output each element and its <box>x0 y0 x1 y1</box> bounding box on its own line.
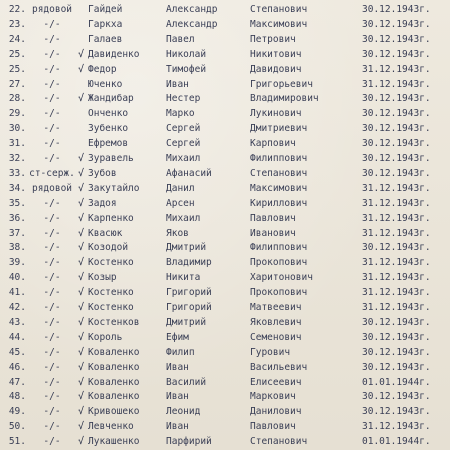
patronymic-cell: Степанович <box>250 167 308 179</box>
rank-cell: -/- <box>43 78 61 90</box>
list-item <box>0 2 450 18</box>
list-item <box>0 62 450 78</box>
rank-cell: -/- <box>43 346 61 358</box>
rank-cell: -/- <box>43 331 61 343</box>
row-number: 32. <box>8 153 26 164</box>
list-item <box>0 300 450 316</box>
row-number: 45. <box>8 346 26 358</box>
list-item <box>0 226 450 242</box>
date-cell: 30.12.1943г. <box>362 167 431 179</box>
rank-cell: -/- <box>43 302 61 313</box>
given-name-cell: Дмитрий <box>166 316 207 328</box>
surname-cell: Закутайло <box>88 182 140 194</box>
patronymic-cell: Яковлевич <box>250 316 302 328</box>
date-cell: 30.12.1943г. <box>362 316 431 328</box>
check-mark-icon: √ <box>78 167 85 179</box>
rank-cell: -/- <box>43 242 61 254</box>
check-mark-icon: √ <box>78 48 85 60</box>
check-mark-icon: √ <box>78 242 85 254</box>
patronymic-cell: Филиппович <box>250 153 308 164</box>
patronymic-cell: Кириллович <box>250 197 308 209</box>
check-mark-icon: √ <box>78 346 85 358</box>
row-number: 48. <box>8 391 26 403</box>
given-name-cell: Григорий <box>166 287 212 299</box>
patronymic-cell: Карпович <box>250 138 296 150</box>
surname-cell: Костенко <box>88 287 134 299</box>
patronymic-cell: Павлович <box>250 421 296 433</box>
check-mark-icon: √ <box>78 316 85 328</box>
rank-cell: ст-серж. <box>29 167 75 179</box>
patronymic-cell: Петрович <box>250 33 296 45</box>
row-number: 34. <box>8 182 26 194</box>
row-number: 28. <box>8 93 26 105</box>
surname-cell: Коваленко <box>88 376 140 388</box>
row-number: 51. <box>8 436 26 448</box>
date-cell: 01.01.1944г. <box>362 376 431 388</box>
given-name-cell: Никита <box>166 272 201 284</box>
date-cell: 30.12.1943г. <box>362 406 431 418</box>
date-cell: 30.12.1943г. <box>362 391 431 403</box>
rank-cell: -/- <box>43 197 61 209</box>
row-number: 35. <box>8 197 26 209</box>
surname-cell: Костенко <box>88 257 134 269</box>
surname-cell: Задоя <box>88 197 117 209</box>
check-mark-icon: √ <box>78 376 85 388</box>
date-cell: 30.12.1943г. <box>362 33 431 45</box>
date-cell: 30.12.1943г. <box>362 346 431 358</box>
check-mark-icon: √ <box>78 391 85 403</box>
rank-cell: -/- <box>43 227 61 239</box>
row-number: 39. <box>8 257 26 269</box>
patronymic-cell: Иванович <box>250 227 296 239</box>
date-cell: 30.12.1943г. <box>362 4 431 15</box>
patronymic-cell: Прокопович <box>250 287 308 299</box>
rank-cell: -/- <box>43 138 61 150</box>
rank-cell: -/- <box>43 287 61 299</box>
surname-cell: Юченко <box>88 78 123 90</box>
given-name-cell: Александр <box>166 4 218 15</box>
list-item <box>0 434 450 450</box>
list-item <box>0 389 450 405</box>
row-number: 23. <box>8 18 26 30</box>
surname-cell: Костенков <box>88 316 140 328</box>
given-name-cell: Владимир <box>166 257 212 269</box>
row-number: 40. <box>8 272 26 284</box>
given-name-cell: Павел <box>166 33 195 45</box>
row-number: 31. <box>8 138 26 150</box>
surname-cell: Зубенко <box>88 123 129 135</box>
surname-cell: Федор <box>88 63 117 75</box>
patronymic-cell: Семенович <box>250 331 302 343</box>
rank-cell: -/- <box>43 272 61 284</box>
check-mark-icon: √ <box>78 153 85 164</box>
list-item <box>0 121 450 137</box>
patronymic-cell: Маркович <box>250 391 296 403</box>
list-item <box>0 211 450 227</box>
patronymic-cell: Филиппович <box>250 242 308 254</box>
check-mark-icon: √ <box>78 182 85 194</box>
row-number: 44. <box>8 331 26 343</box>
date-cell: 31.12.1943г. <box>362 212 431 224</box>
rank-cell: -/- <box>43 436 61 448</box>
rank-cell: -/- <box>43 63 61 75</box>
date-cell: 31.12.1943г. <box>362 78 431 90</box>
list-item <box>0 166 450 182</box>
row-number: 38. <box>8 242 26 254</box>
row-number: 29. <box>8 108 26 120</box>
patronymic-cell: Максимович <box>250 182 308 194</box>
list-item <box>0 315 450 331</box>
given-name-cell: Сергей <box>166 123 201 135</box>
check-mark-icon: √ <box>78 436 85 448</box>
row-number: 25. <box>8 63 26 75</box>
given-name-cell: Тимофей <box>166 63 207 75</box>
given-name-cell: Иван <box>166 361 189 373</box>
surname-cell: Ефремов <box>88 138 129 150</box>
rank-cell: -/- <box>43 421 61 433</box>
check-mark-icon: √ <box>78 197 85 209</box>
given-name-cell: Данил <box>166 182 195 194</box>
given-name-cell: Дмитрий <box>166 242 207 254</box>
row-number: 37. <box>8 227 26 239</box>
given-name-cell: Арсен <box>166 197 195 209</box>
date-cell: 31.12.1943г. <box>362 272 431 284</box>
surname-cell: Квасюк <box>88 227 123 239</box>
row-number: 33. <box>8 167 26 179</box>
surname-cell: Карпенко <box>88 212 134 224</box>
given-name-cell: Ефим <box>166 331 189 343</box>
given-name-cell: Иван <box>166 391 189 403</box>
rank-cell: -/- <box>43 406 61 418</box>
row-number: 49. <box>8 406 26 418</box>
check-mark-icon: √ <box>78 421 85 433</box>
list-item <box>0 345 450 361</box>
check-mark-icon: √ <box>78 331 85 343</box>
surname-cell: Гайдей <box>88 4 123 15</box>
date-cell: 01.01.1944г. <box>362 436 431 448</box>
patronymic-cell: Павлович <box>250 212 296 224</box>
given-name-cell: Нестер <box>166 93 201 105</box>
list-item <box>0 255 450 271</box>
row-number: 43. <box>8 316 26 328</box>
given-name-cell: Афанасий <box>166 167 212 179</box>
date-cell: 30.12.1943г. <box>362 361 431 373</box>
list-item <box>0 240 450 256</box>
list-item <box>0 181 450 197</box>
list-item <box>0 285 450 301</box>
list-item <box>0 360 450 376</box>
list-item <box>0 136 450 152</box>
patronymic-cell: Лукинович <box>250 108 302 120</box>
rank-cell: -/- <box>43 108 61 120</box>
given-name-cell: Михаил <box>166 212 201 224</box>
row-number: 27. <box>8 78 26 90</box>
rank-cell: рядовой <box>31 4 73 15</box>
date-cell: 30.12.1943г. <box>362 93 431 105</box>
row-number: 22. <box>8 4 26 15</box>
surname-cell: Костенко <box>88 302 134 313</box>
list-item <box>0 77 450 93</box>
list-item <box>0 151 450 167</box>
check-mark-icon: √ <box>78 287 85 299</box>
row-number: 36. <box>8 212 26 224</box>
date-cell: 30.12.1943г. <box>362 48 431 60</box>
patronymic-cell: Никитович <box>250 48 302 60</box>
patronymic-cell: Матвеевич <box>250 302 302 313</box>
check-mark-icon: √ <box>78 227 85 239</box>
rank-cell: -/- <box>43 361 61 373</box>
given-name-cell: Григорий <box>166 302 212 313</box>
row-number: 47. <box>8 376 26 388</box>
given-name-cell: Иван <box>166 78 189 90</box>
date-cell: 30.12.1943г. <box>362 18 431 30</box>
row-number: 24. <box>8 33 26 45</box>
surname-cell: Коваленко <box>88 346 140 358</box>
list-item <box>0 106 450 122</box>
given-name-cell: Филип <box>166 346 195 358</box>
row-number: 41. <box>8 287 26 299</box>
list-item <box>0 196 450 212</box>
rank-cell: рядовой <box>31 182 73 194</box>
date-cell: 31.12.1943г. <box>362 257 431 269</box>
list-item <box>0 419 450 435</box>
patronymic-cell: Харитонович <box>250 272 313 284</box>
surname-cell: Левченко <box>88 421 134 433</box>
given-name-cell: Марко <box>166 108 195 120</box>
date-cell: 31.12.1943г. <box>362 227 431 239</box>
list-item <box>0 330 450 346</box>
check-mark-icon: √ <box>78 272 85 284</box>
surname-cell: Давиденко <box>88 48 140 60</box>
rank-cell: -/- <box>43 123 61 135</box>
check-mark-icon: √ <box>78 361 85 373</box>
rank-cell: -/- <box>43 391 61 403</box>
patronymic-cell: Степанович <box>250 4 308 15</box>
list-item <box>0 47 450 63</box>
rank-cell: -/- <box>43 212 61 224</box>
date-cell: 30.12.1943г. <box>362 242 431 254</box>
surname-cell: Коваленко <box>88 361 140 373</box>
surname-cell: Зубов <box>88 167 117 179</box>
given-name-cell: Михаил <box>166 153 201 164</box>
patronymic-cell: Максимович <box>250 18 308 30</box>
patronymic-cell: Гурович <box>250 346 291 358</box>
row-number: 46. <box>8 361 26 373</box>
patronymic-cell: Степанович <box>250 436 308 448</box>
surname-cell: Галаев <box>88 33 123 45</box>
list-item <box>0 91 450 107</box>
rank-cell: -/- <box>43 33 61 45</box>
given-name-cell: Парфирий <box>166 436 212 448</box>
patronymic-cell: Прокопович <box>250 257 308 269</box>
surname-cell: Кривошеко <box>88 406 140 418</box>
date-cell: 30.12.1943г. <box>362 138 431 150</box>
surname-cell: Коваленко <box>88 391 140 403</box>
check-mark-icon: √ <box>78 212 85 224</box>
row-number: 42. <box>8 302 26 313</box>
date-cell: 30.12.1943г. <box>362 108 431 120</box>
patronymic-cell: Данилович <box>250 406 302 418</box>
list-item <box>0 270 450 286</box>
surname-cell: Онченко <box>88 108 129 120</box>
check-mark-icon: √ <box>78 406 85 418</box>
patronymic-cell: Владимирович <box>250 93 319 105</box>
rank-cell: -/- <box>43 153 61 164</box>
surname-cell: Гаркха <box>88 18 123 30</box>
given-name-cell: Сергей <box>166 138 201 150</box>
surname-cell: Король <box>88 331 123 343</box>
list-item <box>0 17 450 33</box>
date-cell: 31.12.1943г. <box>362 287 431 299</box>
date-cell: 31.12.1943г. <box>362 421 431 433</box>
row-number: 50. <box>8 421 26 433</box>
rank-cell: -/- <box>43 48 61 60</box>
given-name-cell: Яков <box>166 227 189 239</box>
patronymic-cell: Дмитриевич <box>250 123 308 135</box>
patronymic-cell: Елисеевич <box>250 376 302 388</box>
check-mark-icon: √ <box>78 93 85 105</box>
row-number: 25. <box>8 48 26 60</box>
patronymic-cell: Григорьевич <box>250 78 313 90</box>
given-name-cell: Александр <box>166 18 218 30</box>
given-name-cell: Иван <box>166 421 189 433</box>
check-mark-icon: √ <box>78 63 85 75</box>
list-item <box>0 375 450 391</box>
row-number: 30. <box>8 123 26 135</box>
check-mark-icon: √ <box>78 257 85 269</box>
surname-cell: Козыр <box>88 272 117 284</box>
given-name-cell: Леонид <box>166 406 201 418</box>
list-item <box>0 32 450 48</box>
check-mark-icon: √ <box>78 302 85 313</box>
rank-cell: -/- <box>43 376 61 388</box>
rank-cell: -/- <box>43 93 61 105</box>
surname-cell: Козодой <box>88 242 129 254</box>
rank-cell: -/- <box>43 316 61 328</box>
surname-cell: Жандибар <box>88 93 134 105</box>
surname-cell: Зуравель <box>88 153 134 164</box>
date-cell: 31.12.1943г. <box>362 302 431 313</box>
list-item <box>0 404 450 420</box>
rank-cell: -/- <box>43 18 61 30</box>
surname-cell: Лукашенко <box>88 436 140 448</box>
date-cell: 30.12.1943г. <box>362 123 431 135</box>
patronymic-cell: Давидович <box>250 63 302 75</box>
date-cell: 31.12.1943г. <box>362 63 431 75</box>
date-cell: 31.12.1943г. <box>362 182 431 194</box>
date-cell: 30.12.1943г. <box>362 331 431 343</box>
given-name-cell: Василий <box>166 376 207 388</box>
date-cell: 31.12.1943г. <box>362 197 431 209</box>
patronymic-cell: Васильевич <box>250 361 308 373</box>
given-name-cell: Николай <box>166 48 207 60</box>
rank-cell: -/- <box>43 257 61 269</box>
date-cell: 30.12.1943г. <box>362 153 431 164</box>
